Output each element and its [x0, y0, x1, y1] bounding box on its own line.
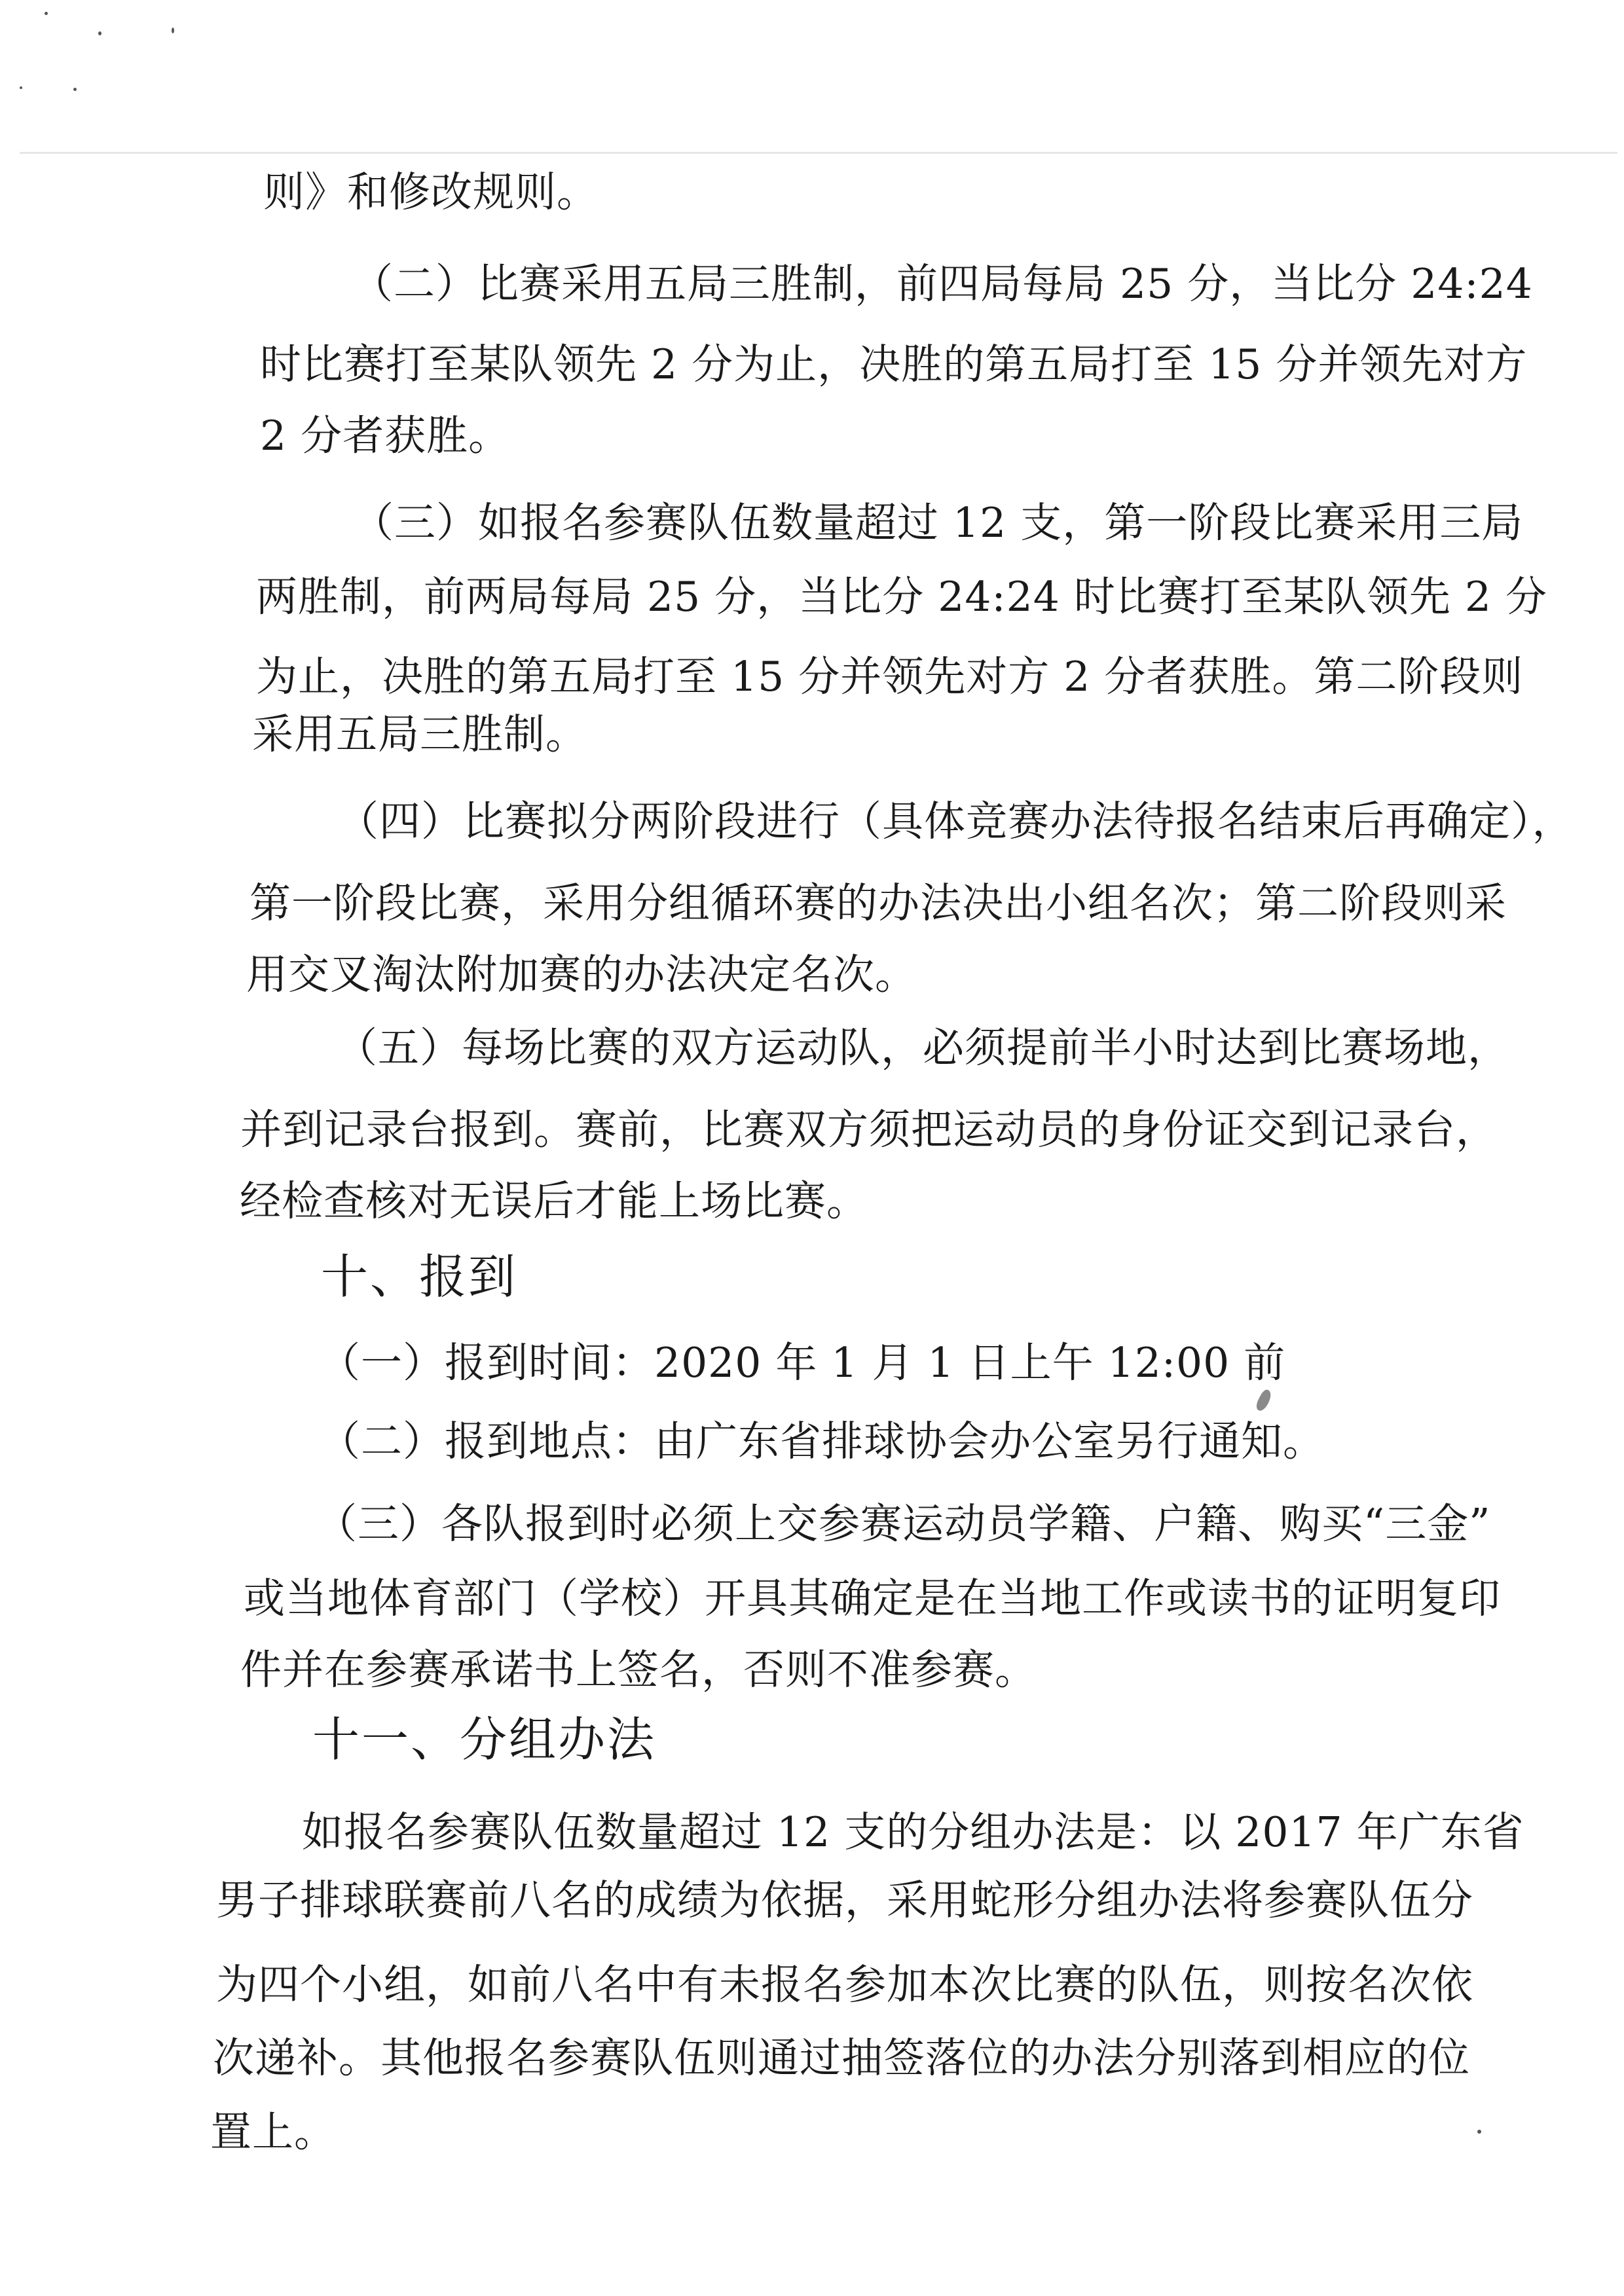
scan-speck [20, 86, 22, 89]
text-line: 2 分者获胜。 [260, 412, 511, 460]
text-line: （五）每场比赛的双方运动队，必须提前半小时达到比赛场地， [336, 1024, 1509, 1072]
scan-speck [45, 12, 48, 15]
text-line: 用交叉淘汰附加赛的办法决定名次。 [246, 951, 917, 998]
section-heading: 十、报到 [321, 1249, 518, 1304]
text-line: （三）如报名参赛队伍数量超过 12 支，第一阶段比赛采用三局 [352, 499, 1524, 547]
text-line: 为止，决胜的第五局打至 15 分并领先对方 2 分者获胜。第二阶段则 [256, 653, 1524, 701]
scan-speck [73, 88, 77, 91]
text-line: （二）报到地点：由广东省排球协会办公室另行通知。 [319, 1417, 1325, 1465]
text-line: 则》和修改规则。 [263, 168, 599, 216]
text-line: （三）各队报到时必须上交参赛运动员学籍、户籍、购买“三金” [316, 1500, 1491, 1548]
text-line: 时比赛打至某队领先 2 分为止，决胜的第五局打至 15 分并领先对方 [260, 340, 1528, 388]
text-line: 并到记录台报到。赛前，比赛双方须把运动员的身份证交到记录台， [240, 1106, 1498, 1154]
text-line: 男子排球联赛前八名的成绩为依据，采用蛇形分组办法将参赛队伍分 [216, 1876, 1473, 1924]
text-line: 第一阶段比赛，采用分组循环赛的办法决出小组名次；第二阶段则采 [249, 879, 1507, 927]
text-line: （一）报到时间：2020 年 1 月 1 日上午 12:00 前 [319, 1339, 1286, 1387]
text-line: 置上。 [210, 2108, 336, 2156]
text-line: 如报名参赛队伍数量超过 12 支的分组办法是：以 2017 年广东省 [302, 1808, 1524, 1856]
text-line: 经检查核对无误后才能上场比赛。 [240, 1177, 868, 1225]
scan-edge-line [20, 152, 1617, 154]
pen-mark [1254, 1388, 1274, 1413]
text-line: 件并在参赛承诺书上签名，否则不准参赛。 [240, 1646, 1037, 1694]
text-line: 采用五局三胜制。 [252, 710, 587, 758]
text-line: 次递补。其他报名参赛队伍则通过抽签落位的办法分别落到相应的位 [213, 2034, 1470, 2082]
text-line: （四）比赛拟分两阶段进行（具体竞赛办法待报名结束后再确定）， [337, 797, 1574, 845]
text-line: 或当地体育部门（学校）开具其确定是在当地工作或读书的证明复印 [244, 1575, 1501, 1622]
scan-speck [1477, 2130, 1481, 2134]
scan-speck [172, 27, 174, 33]
scan-speck [98, 31, 101, 35]
section-heading: 十一、分组办法 [312, 1712, 657, 1767]
text-line: 为四个小组，如前八名中有未报名参加本次比赛的队伍，则按名次依 [216, 1961, 1473, 2009]
text-line: 两胜制，前两局每局 25 分，当比分 24:24 时比赛打至某队领先 2 分 [256, 573, 1547, 621]
text-line: （二）比赛采用五局三胜制，前四局每局 25 分，当比分 24:24 [352, 260, 1533, 308]
